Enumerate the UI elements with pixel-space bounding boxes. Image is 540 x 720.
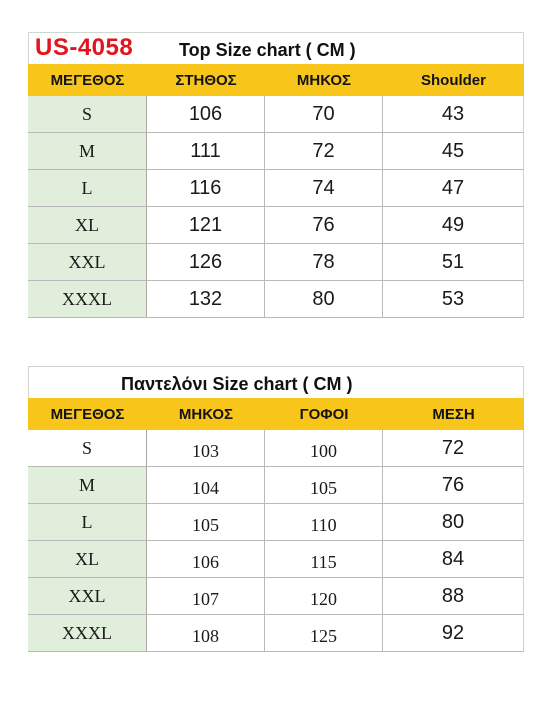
length-cell: 107 [147, 578, 265, 615]
table-row [28, 133, 524, 170]
chest-cell: 106 [147, 96, 265, 133]
chest-cell: 132 [147, 281, 265, 318]
table-row [28, 96, 524, 133]
table-row [28, 281, 524, 318]
size-cell: XXXL [28, 615, 147, 652]
size-cell: M [28, 133, 147, 170]
waist-cell: 88 [383, 578, 524, 615]
waist-cell: 92 [383, 615, 524, 652]
length-cell: 106 [147, 541, 265, 578]
length-cell: 78 [265, 244, 383, 281]
shoulder-cell: 45 [383, 133, 524, 170]
chart-title: Top Size chart ( CM ) [179, 40, 356, 60]
size-cell: M [28, 467, 147, 504]
length-cell: 103 [147, 430, 265, 467]
table-row [28, 615, 524, 652]
size-cell: L [28, 504, 147, 541]
length-cell: 72 [265, 133, 383, 170]
size-cell: XXXL [28, 281, 147, 318]
waist-cell: 80 [383, 504, 524, 541]
header-waist: ΜΕΣΗ [432, 405, 475, 423]
hips-cell: 100 [265, 430, 383, 467]
shoulder-cell: 53 [383, 281, 524, 318]
header-size: ΜΕΓΕΘΟΣ [50, 405, 125, 423]
length-cell: 108 [147, 615, 265, 652]
chart-title-row [28, 366, 524, 398]
header-row [28, 398, 524, 430]
chest-cell: 111 [147, 133, 265, 170]
header-shoulder: Shoulder [420, 71, 486, 89]
size-cell: S [28, 430, 147, 467]
table-row [28, 578, 524, 615]
size-cell: XXL [28, 244, 147, 281]
pants-size-chart [28, 366, 524, 652]
table-row [28, 467, 524, 504]
size-cell: XL [28, 207, 147, 244]
length-cell: 104 [147, 467, 265, 504]
header-size: ΜΕΓΕΘΟΣ [50, 71, 125, 89]
header-length: ΜΗΚΟΣ [178, 405, 234, 423]
header-chest: ΣΤΗΘΟΣ [175, 71, 237, 89]
table-row [28, 207, 524, 244]
length-cell: 105 [147, 504, 265, 541]
hips-cell: 110 [265, 504, 383, 541]
length-cell: 76 [265, 207, 383, 244]
header-hips: ΓΟΦΟΙ [299, 405, 349, 423]
length-cell: 70 [265, 96, 383, 133]
hips-cell: 105 [265, 467, 383, 504]
waist-cell: 76 [383, 467, 524, 504]
chart-title: Παντελόνι Size chart ( CM ) [121, 374, 353, 394]
chart-title-row [28, 32, 524, 64]
table-row [28, 504, 524, 541]
chest-cell: 121 [147, 207, 265, 244]
table-row [28, 430, 524, 467]
chest-cell: 116 [147, 170, 265, 207]
table-row [28, 541, 524, 578]
shoulder-cell: 49 [383, 207, 524, 244]
table-row [28, 244, 524, 281]
hips-cell: 120 [265, 578, 383, 615]
size-cell: L [28, 170, 147, 207]
waist-cell: 84 [383, 541, 524, 578]
shoulder-cell: 43 [383, 96, 524, 133]
size-cell: XL [28, 541, 147, 578]
chest-cell: 126 [147, 244, 265, 281]
length-cell: 74 [265, 170, 383, 207]
header-length: ΜΗΚΟΣ [296, 71, 352, 89]
size-cell: XXL [28, 578, 147, 615]
header-row [28, 64, 524, 96]
hips-cell: 125 [265, 615, 383, 652]
waist-cell: 72 [383, 430, 524, 467]
product-code: US-4058 [35, 34, 134, 61]
hips-cell: 115 [265, 541, 383, 578]
shoulder-cell: 51 [383, 244, 524, 281]
size-cell: S [28, 96, 147, 133]
top-size-chart [28, 32, 524, 318]
table-row [28, 170, 524, 207]
shoulder-cell: 47 [383, 170, 524, 207]
length-cell: 80 [265, 281, 383, 318]
